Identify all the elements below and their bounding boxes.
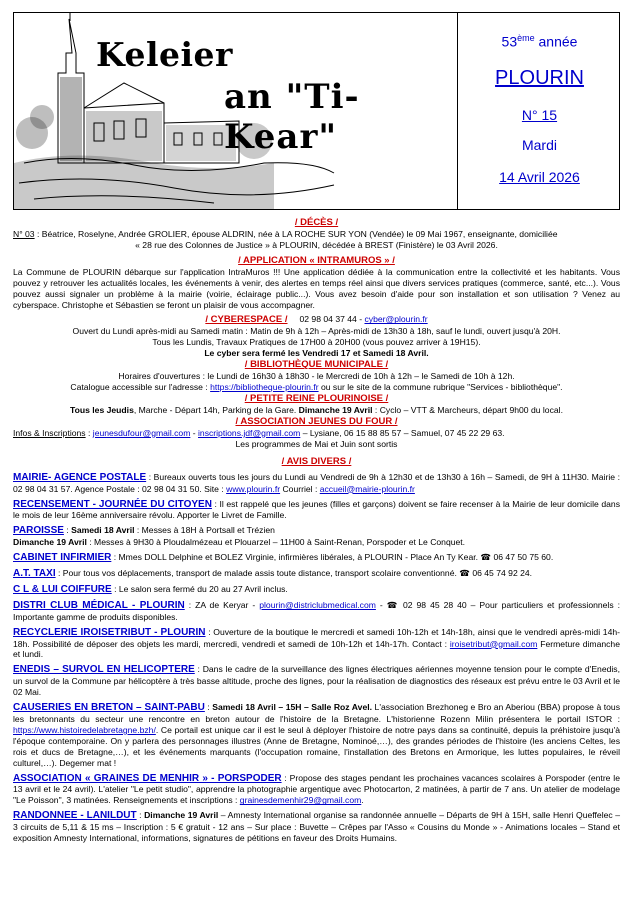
paroisse-sunday-text: : Messes à 9H30 à Ploudalmézeau et Plouarzel – 11H00 à Saint-Renan, Porspoder et Le Conquet. (86, 537, 466, 548)
graines-text: : Propose des stages pendant les prochaines vacances scolaires à Porspoder (entre le 13 avril et le 24 avril). L'atelier "Le petit studio", apprendre la photographie argentique avec Photocarton, 2 matinées, à partir de 7 ans. Un atelier de modelage "Le Poisson", 3 matinées. Renseignements et inscriptions : (13, 772, 620, 806)
cyber-closure: Le cyber sera fermé les Vendredi 17 et Samedi 18 Avril. (204, 348, 429, 359)
causeries-text: L'association Brezhoneg e Bro an Aberiou (BBA) propose à tous les bretonnants du secteur une rencontre en breton autour de l'histoire de la Bretagne. L'historienne Rozenn Milin présentera le portail ISTOR : (13, 702, 621, 724)
mairie-heading: MAIRIE- AGENCE POSTALE (13, 471, 147, 483)
mairie-site-link[interactable]: www.plourin.fr (226, 483, 281, 494)
reine-day: Tous les Jeudis (70, 404, 134, 415)
section-title-jeunes: / ASSOCIATION JEUNES DU FOUR / (235, 415, 398, 427)
distri-heading: DISTRI CLUB MÉDICAL - PLOURIN (13, 599, 185, 611)
taxi-heading: A.T. TAXI (13, 568, 56, 580)
masthead-logo (14, 13, 458, 209)
section-title-intramuros: / APPLICATION « INTRAMUROS » / (238, 254, 395, 266)
biblio-hours: Horaires d'ouvertures : le Lundi de 16h30 à 18h30 - le Mercredi de 10h à 12h – le Samedi de 10h à 12h. (118, 371, 515, 382)
enedis-text: : Dans le cadre de la surveillance des lignes électriques aériennes moyenne tension pour le compte d'Enedis, un survol de la Commune par hélicoptère à très basse altitude, proche des lignes, pour la réalisation de diagnostics des réseaux est prévu entre le 03 Avril et le 02 Mai. (13, 664, 620, 698)
recensement-heading: RECENSEMENT - JOURNÉE DU CITOYEN (13, 498, 212, 510)
coiffure-item (13, 584, 620, 596)
cyber-email-link[interactable]: cyber@plourin.fr (364, 314, 428, 325)
rando-sep: : (136, 810, 145, 821)
issue-date: 14 Avril 2026 (499, 169, 580, 185)
section-title-deces: / DÉCÈS / (294, 217, 339, 228)
distri-address: : ZA de Keryar - (184, 599, 260, 610)
recyclerie-item (13, 627, 620, 661)
rando-item (13, 810, 620, 844)
rando-text: – Amnesty International organise sa randonnée annuelle – Départs de 9H à 15H, salle Henri Queffelec – 3 circuits de 5,11 & 15 ms – Inscription : 5 € gratuit - 12 ans – Sur place : Buvette – Crêpes par l'Asso « Cousins du Monde » - Animations locales – Stand et exposition Amnesty International, informations, signatures de pétitions en faveur des Droits Humains. (13, 810, 620, 844)
paroisse-heading: PAROISSE (13, 525, 64, 537)
distri-item (13, 600, 620, 623)
graines-item (13, 773, 620, 807)
jeunes-label: Infos & Inscriptions (13, 427, 86, 438)
page (13, 12, 621, 844)
graines-end: . (361, 795, 364, 806)
distri-mail-link[interactable]: plourin@districlubmedical.com (259, 599, 376, 610)
intramuros-text: La Commune de PLOURIN débarque sur l'application IntraMuros !!! Une application dédiée à la communication entre la collectivité et les habitants. Vous pouvez y retrouver les actualités locales, les événements à venir, des alertes en temps réel ainsi que divers services pratiques (commerce, santé, etc...). Vous pouvez aussi signaler un problème à la mairie (voirie, éclairage public...). Vous avez besoin d'aide pour son installation et son utilisation ? Venez au cyberspace. Christophe et Sébastien se feront un plaisir de vous accompagner. (13, 266, 620, 310)
paroisse-sunday: Dimanche 19 Avril (13, 537, 87, 548)
biblio-catalogue (13, 382, 620, 393)
issue-weekday: Mardi (521, 137, 557, 153)
paroisse-saturday-text: : Messes à 18H à Portsall et Trézien (134, 525, 275, 536)
year-word: année (534, 33, 578, 50)
bulletin-content (13, 217, 620, 844)
deces-text2: « 28 rue des Colonnes de Justice » à PLOURIN, décédée à BREST (Finistère) le 03 Avril 2026. (135, 239, 498, 250)
infirmier-item (13, 552, 620, 564)
recyclerie-text: : Ouverture de la boutique le mercredi et samedi 10h-12h et 14h-18h, ainsi que le vendredi après-midi 14h-18h. Possibilité de déposer des objets les mardi, mercredi, vendredi et samedi de 10h-12h et 14h-17h. Contact : (13, 626, 620, 649)
causeries-item (13, 702, 620, 768)
coiffure-text: : Le salon sera fermé du 20 au 27 Avril inclus. (111, 583, 288, 594)
paroisse-item (13, 525, 620, 537)
recyclerie-mail-link[interactable]: iroisetribut@gmail.com (449, 638, 538, 649)
jeunes-dash: - (190, 427, 198, 438)
mairie-mail-label: Courriel : (280, 483, 320, 494)
masthead-title-line1: Keleier (96, 35, 233, 74)
section-title-reine: / PETITE REINE PLOURINOISE / (244, 392, 389, 404)
biblio-link[interactable]: https://bibliotheque-plourin.fr (210, 382, 319, 393)
cyber-phone: 02 98 04 37 44 - (299, 314, 365, 325)
jeunes-email2-link[interactable]: inscriptions.jdf@gmail.com (198, 427, 301, 438)
year-suffix: ème (517, 33, 535, 43)
taxi-text: : Pour tous vos déplacements, transport de malade assis toute distance, transport scolaire conventionné. ☎ 06 45 74 92 24. (55, 568, 533, 579)
paroisse-line2 (13, 537, 620, 548)
issue-number: N° 15 (521, 107, 558, 123)
causeries-sep: : (204, 702, 213, 713)
deces-text1: : Béatrice, Roselyne, Andrée GROLIER, épouse ALDRIN, née à LA ROCHE SUR YON (Vendée) le 09 Mai 1967, enseignante, domiciliée (34, 229, 558, 239)
section-title-biblio: / BIBLIOTHÈQUE MUNICIPALE / (244, 359, 389, 371)
reine-walk: , Marche - Départ 14h, Parking de la Gare. (133, 404, 299, 415)
deces-number: N° 03 (13, 229, 35, 239)
town-name: PLOURIN (495, 67, 584, 89)
issue-info (458, 13, 621, 209)
enedis-heading: ENEDIS – SURVOL EN HELICOPTERE (13, 664, 195, 676)
mairie-item (13, 472, 620, 495)
graines-mail-link[interactable]: grainesdemenhir29@gmail.com (239, 795, 362, 806)
jeunes-contacts (13, 428, 620, 439)
masthead (13, 12, 620, 210)
infirmier-text: : Mmes DOLL Delphine et BOLEZ Virginie, infirmières libérales, à PLOURIN - Place An Ty Kear. ☎ 06 47 50 75 60. (111, 552, 554, 563)
issue-year (458, 33, 621, 50)
mairie-mail-link[interactable]: accueil@mairie-plourin.fr (319, 483, 415, 494)
biblio-catalogue-rest: ou sur le site de la commune rubrique "Services - bibliothèque". (318, 382, 563, 393)
reine-date: Dimanche 19 Avril (298, 404, 373, 415)
recensement-item (13, 499, 620, 522)
causeries-heading: CAUSERIES EN BRETON – SAINT-PABU (13, 702, 205, 714)
taxi-item (13, 568, 620, 580)
reine-text (13, 405, 620, 416)
biblio-catalogue-label: Catalogue accessible sur l'adresse : (70, 382, 211, 393)
cyber-hours: Ouvert du Lundi après-midi au Samedi matin : Matin de 9h à 12h – Après-midi de 13h30 à 18h, sauf le lundi, ouvert jusqu'à 20H. (72, 326, 561, 337)
causeries-when: Samedi 18 Avril – 15H – Salle Roz Avel. (212, 702, 373, 713)
jeunes-programmes: Les programmes de Mai et Juin sont sortis (235, 438, 398, 449)
section-title-cyber: / CYBERESPACE / (205, 314, 288, 326)
infirmier-heading: CABINET INFIRMIER (13, 552, 112, 564)
paroisse-sep: : (63, 525, 72, 536)
coiffure-heading: C L & LUI COIFFURE (13, 583, 112, 595)
rando-date: Dimanche 19 Avril (144, 810, 219, 821)
recensement-text: : Il est rappelé que les jeunes (filles et garçons) doivent se faire recenser à la Mairie de leur domicile dans le mois de leur 16ème anniversaire révolu. Apporter le Livret de Famille. (13, 498, 620, 521)
enedis-item (13, 664, 620, 698)
jeunes-email1-link[interactable]: jeunesdufour@gmail.com (92, 427, 191, 438)
graines-heading: ASSOCIATION « GRAINES DE MENHIR » - PORSPODER (13, 772, 282, 784)
year-number: 53 (501, 33, 518, 50)
jeunes-phones: – Lysiane, 06 15 88 85 57 – Samuel, 07 45 22 29 63. (300, 427, 505, 438)
deces-text (13, 229, 620, 240)
causeries-text2: . Ce portail est unique car il est le seul à déployer l'histoire de notre pays dans sa continuité, depuis la préhistoire jusqu'à l'époque contemporaine. On y parlera des personnages illustres (Anne de Bretagne, Nominoé,…), des grandes périodes de l'histoire (les anciens Celtes, les rois et ducs de Bretagne,…), et les événements marquants (l'occupation romaine, l'installation des Bretons en Armorique, les luttes populaires, le réveil culturel,…). Degemer mat ! (13, 724, 620, 768)
mairie-text: : Bureaux ouverts tous les jours du Lundi au Vendredi de 9h à 12h30 et de 13h30 à 16h – Samedi, de 9H à 11H30. Mairie : 02 98 04 31 57. Agence Postale : 02 98 04 31 50. Site : (13, 471, 620, 494)
rando-heading: RANDONNEE - LANILDUT (13, 810, 137, 822)
jeunes-sep: : (85, 427, 93, 438)
distri-text: - ☎ 02 98 45 28 40 – Pour particuliers et professionnels : Importante gamme de produits disponibles. (13, 599, 621, 622)
paroisse-saturday: Samedi 18 Avril (71, 525, 135, 536)
section-title-avis: / AVIS DIVERS / (281, 455, 352, 467)
masthead-title-line2: an "Ti-Kear" (224, 77, 360, 157)
cyber-tp: Tous les Lundis, Travaux Pratiques de 17H00 à 20H00 (vous pouvez arriver à 19H15). (152, 337, 481, 348)
causeries-link[interactable]: https://www.histoiredelabretagne.bzh/ (13, 724, 156, 735)
recyclerie-heading: RECYCLERIE IROISETRIBUT - PLOURIN (13, 626, 206, 638)
reine-cyclo: : Cyclo – VTT & Marcheurs, départ 9h00 du local. (372, 404, 563, 415)
recyclerie-closure: Fermeture dimanche et lundi. (13, 638, 620, 660)
cyber-heading (13, 314, 620, 326)
